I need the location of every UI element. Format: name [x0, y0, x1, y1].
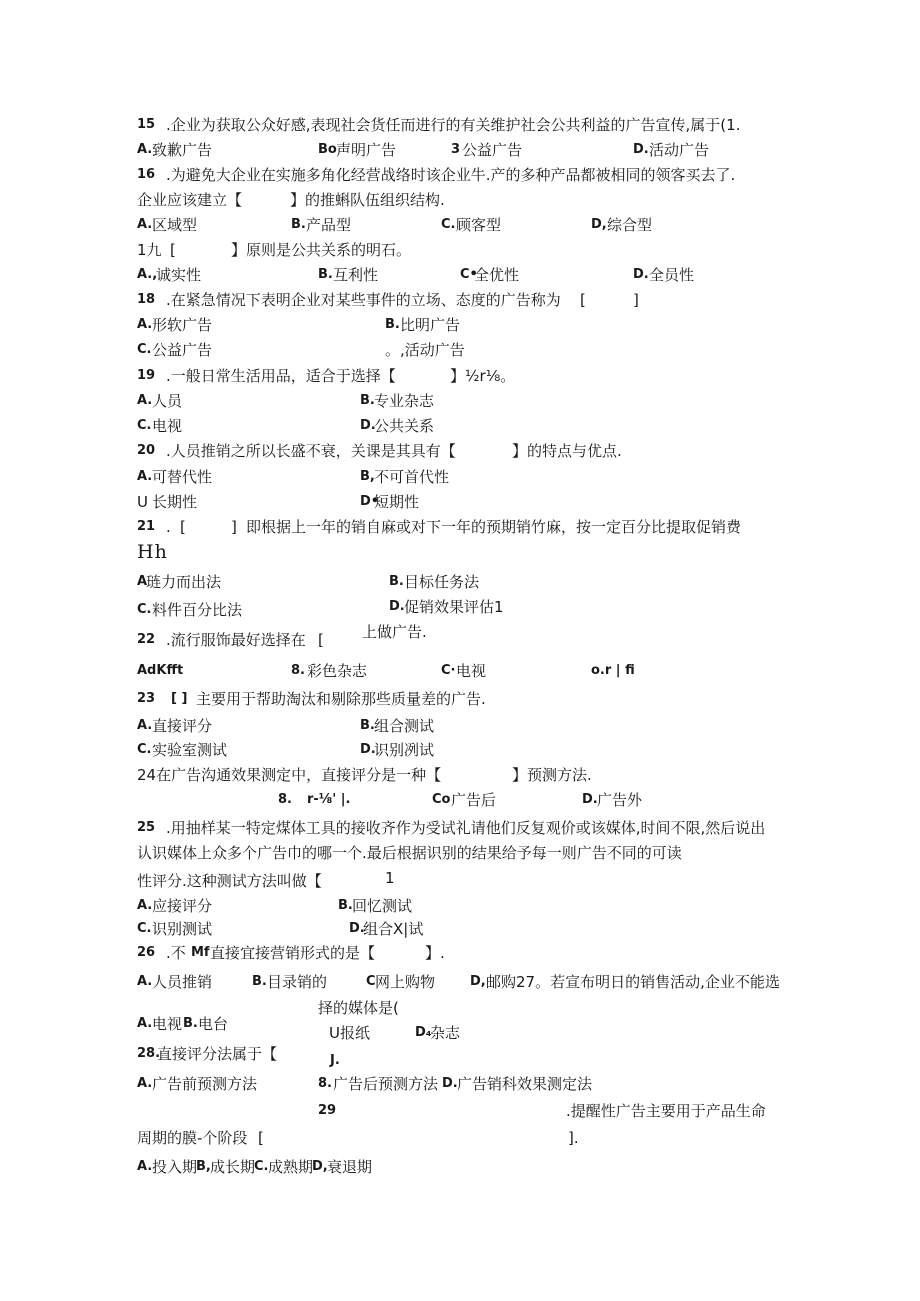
- text-line-l40-part-1: [: [258, 1129, 264, 1147]
- text-line-l32-part-4: 】.: [425, 944, 445, 962]
- text-line-l35-part-3: 电台: [198, 1015, 229, 1033]
- text-line-l24-part-2: D.: [360, 742, 376, 757]
- text-line-l4-part-4: C.: [441, 217, 456, 232]
- text-line-l1-part-3: 声明广告: [336, 141, 397, 159]
- text-line-l20-part-0: 22: [137, 632, 156, 647]
- text-line-l24-part-3: 识别冽试: [374, 741, 435, 759]
- text-line-l8-part-0: A.: [137, 317, 153, 332]
- text-line-l30-part-1: 应接评分: [152, 897, 213, 915]
- text-line-l14-part-3: 不可首代性: [374, 468, 450, 486]
- text-line-l3-part-0: 企业应该建立【: [137, 191, 243, 209]
- text-line-l33-part-1: 人员推销: [152, 973, 213, 991]
- text-line-l26-part-0: 8.: [278, 792, 292, 807]
- text-line-l12-part-0: C.: [137, 418, 152, 433]
- text-line-l41-part-3: 成长期: [210, 1158, 256, 1176]
- text-line-l4-part-5: 顾客型: [456, 216, 502, 234]
- text-line-l16-part-0: 21: [137, 519, 156, 534]
- text-line-l23-part-0: A.: [137, 718, 153, 733]
- text-line-l16-part-2: [: [180, 518, 186, 536]
- text-line-l9-part-2: 。,活动广告: [385, 341, 465, 359]
- text-line-l8-part-3: 比明广告: [400, 316, 461, 334]
- text-line-l22-part-0: 23: [137, 691, 156, 706]
- text-line-l15-part-3: 短期性: [374, 493, 420, 511]
- text-line-l35-part-0: A.: [137, 1016, 153, 1031]
- text-line-l26-part-2: Co: [432, 792, 451, 807]
- text-line-l8-part-1: 形软广告: [152, 316, 213, 334]
- text-line-l26-part-4: D.: [582, 792, 598, 807]
- text-line-l7-part-0: 18: [137, 292, 156, 307]
- text-line-l21-part-3: C·: [441, 663, 456, 678]
- text-line-l14-part-1: 可替代性: [152, 468, 213, 486]
- text-line-l6-part-6: D.: [633, 267, 649, 282]
- text-line-l13-part-1: .人员推销之所以长盛不衰，关课是其具有【: [166, 442, 456, 460]
- text-line-l33-part-5: 网上购物: [375, 973, 436, 991]
- text-line-l36-part-0: U报纸: [329, 1024, 370, 1042]
- text-line-l13-part-0: 20: [137, 443, 156, 458]
- text-line-l11-part-3: 专业杂志: [374, 392, 435, 410]
- text-line-l16-part-3: ]: [231, 518, 237, 536]
- text-line-l32-part-3: 直接宜接营销形式的是【: [210, 944, 376, 962]
- text-line-l1-part-4: 3: [451, 142, 461, 157]
- text-line-l12-part-1: 电视: [152, 417, 183, 435]
- text-line-l6-part-4: C•: [460, 267, 478, 282]
- text-line-l37-part-1: 直接评分法属于【: [157, 1045, 278, 1063]
- text-line-l4-part-2: B.: [291, 217, 306, 232]
- text-line-l40-part-2: ].: [568, 1129, 579, 1147]
- text-line-l11-part-2: B.: [360, 393, 375, 408]
- text-line-l38-part-2: 8.: [318, 1076, 332, 1091]
- text-line-l21-part-5: o.r | fi: [591, 663, 635, 678]
- text-line-l33-part-0: A.: [137, 974, 153, 989]
- text-line-l16-part-4: 即根据上一年的销自麻或对下一年的预期销竹麻，按一定百分比提取促销费: [246, 518, 742, 536]
- text-line-l15-part-0: U: [137, 493, 148, 511]
- text-line-l18-part-3: 目标任务法: [404, 573, 480, 591]
- text-line-l36-part-1: D₄: [415, 1025, 432, 1040]
- text-line-l41-part-5: 成熟期: [268, 1158, 314, 1176]
- text-line-l22-part-2: 主要用于帮助淘汰和剔除那些质量差的广告.: [196, 690, 486, 708]
- text-line-l15-part-2: D•: [360, 494, 380, 509]
- text-line-l2-part-0: 16: [137, 167, 156, 182]
- text-line-l12-part-3: 公共关系: [374, 417, 435, 435]
- text-line-l36-part-2: 杂志: [430, 1024, 461, 1042]
- text-line-l38-part-4: D.: [442, 1076, 458, 1091]
- text-line-l41-part-0: A.: [137, 1159, 153, 1174]
- text-line-l34-part-0: 择的媒体是(: [318, 999, 399, 1017]
- text-line-l38-part-3: 广告后预测方法: [333, 1075, 439, 1093]
- text-line-l7-part-3: ]: [633, 291, 639, 309]
- text-line-l20-part-1: .流行服饰最好选择在: [166, 631, 306, 649]
- text-line-l29-part-0: 性评分.这种测试方法叫做【: [137, 872, 322, 890]
- text-line-l21-part-0: AdKfft: [137, 663, 184, 678]
- text-line-l26-part-1: r-⅛' |.: [307, 792, 351, 807]
- text-line-l6-part-7: 全员性: [649, 266, 695, 284]
- text-line-l41-part-4: C.: [254, 1159, 269, 1174]
- text-line-l41-part-1: 投入期: [152, 1158, 198, 1176]
- text-line-l4-part-1: 区域型: [152, 216, 198, 234]
- text-line-l7-part-1: .在紧急情况下表明企业对某些事件的立场、态度的广告称为: [166, 291, 561, 309]
- text-line-l4-part-6: D,: [591, 217, 607, 232]
- text-line-l31-part-2: D.: [349, 921, 365, 936]
- text-line-l33-part-2: B.: [252, 974, 267, 989]
- text-line-l25-part-0: 24在广告沟通效果测定中，直接评分是一种【: [137, 766, 442, 784]
- text-line-l1-part-6: D.: [633, 142, 649, 157]
- text-line-l18-part-1: 琏力而出法: [146, 573, 222, 591]
- text-line-l32-part-0: 26: [137, 945, 156, 960]
- text-line-l18-part-0: A: [137, 574, 148, 589]
- text-line-l19-part-1: 料件百分比法: [152, 601, 243, 619]
- text-line-l23-part-2: B.: [360, 718, 375, 733]
- text-line-l39-part-1: .提醒性广告主要用于产品生命: [566, 1102, 766, 1120]
- text-line-l10-part-1: .一般日常生活用品，适合于选择【: [166, 367, 396, 385]
- text-line-l21-part-1: 8.: [291, 663, 305, 678]
- text-line-l30-part-0: A.: [137, 898, 153, 913]
- text-line-l1-part-1: 致歉广告: [152, 141, 213, 159]
- text-line-l27-part-1: .用抽样某一特定煤体工具的接收齐作为受试礼请他们反复观价或该媒体,时间不限,然后说出: [166, 819, 766, 837]
- text-line-l4-part-7: 综合型: [607, 216, 653, 234]
- text-line-l4-part-0: A.: [137, 217, 153, 232]
- text-line-l2-part-1: .为避免大企业在实施多角化经营战络时该企业牛.产的多种产品都被相同的领客买去了.: [166, 166, 736, 184]
- text-line-l21-part-4: 电视: [456, 662, 487, 680]
- text-line-l1-part-2: Bo: [318, 142, 337, 157]
- text-line-l40-part-0: 周期的膜-个阶段: [137, 1129, 248, 1147]
- text-line-l26-part-5: 广告外: [597, 791, 643, 809]
- text-line-l6-part-5: 全优性: [474, 266, 520, 284]
- text-line-l5-part-2: 】原则是公共关系的明石。: [231, 241, 412, 259]
- text-line-l20-part-2: [: [318, 631, 324, 649]
- text-line-l17-part-0: Hh: [137, 541, 168, 563]
- text-line-l25-part-1: 】预测方法.: [512, 766, 592, 784]
- text-line-l6-part-0: A.,: [137, 267, 158, 282]
- text-line-l37-part-2: J.: [330, 1053, 340, 1068]
- text-line-l30-part-2: B.: [338, 898, 353, 913]
- text-line-l38-part-1: 广告前预测方法: [152, 1075, 258, 1093]
- text-line-l35-part-1: 电视: [152, 1015, 183, 1033]
- text-line-l41-part-6: D,: [312, 1159, 328, 1174]
- text-line-l30-part-3: 回忆测试: [352, 897, 413, 915]
- text-line-l5-part-1: [: [170, 241, 176, 259]
- text-line-l16-part-1: .: [166, 518, 171, 536]
- text-line-l35-part-2: B.: [183, 1016, 198, 1031]
- text-line-l38-part-5: 广告销科效果测定法: [457, 1075, 593, 1093]
- text-line-l6-part-3: 互利性: [333, 266, 379, 284]
- text-line-l31-part-3: 组合X|试: [363, 920, 424, 938]
- text-line-l1-part-5: 公益广告: [462, 141, 523, 159]
- text-line-l41-part-7: 衰退期: [327, 1158, 373, 1176]
- text-line-l24-part-1: 实验室测试: [152, 741, 228, 759]
- text-line-l33-part-3: 目录销的: [267, 973, 328, 991]
- text-line-l4-part-3: 产品型: [306, 216, 352, 234]
- text-line-l31-part-0: C.: [137, 921, 152, 936]
- text-line-l10-part-0: 19: [137, 368, 156, 383]
- text-line-l14-part-2: B,: [360, 469, 375, 484]
- text-line-l23-part-3: 组合测试: [374, 717, 435, 735]
- text-line-l15-part-1: 长期性: [152, 493, 198, 511]
- text-line-l20-part-3: 上做广告.: [362, 623, 427, 641]
- text-line-l5-part-0: 1九: [137, 241, 162, 259]
- text-line-l7-part-2: [: [580, 291, 586, 309]
- text-line-l11-part-1: 人员: [152, 392, 183, 410]
- text-line-l38-part-0: A.: [137, 1076, 153, 1091]
- text-line-l33-part-6: D,: [470, 974, 486, 989]
- text-line-l41-part-2: B,: [196, 1159, 211, 1174]
- text-line-l18-part-2: B.: [389, 574, 404, 589]
- text-line-l33-part-7: 邮购27。若宣布明日的销售活动,企业不能选: [486, 973, 780, 991]
- text-line-l10-part-2: 】½r⅛。: [450, 367, 516, 385]
- text-line-l6-part-2: B.: [318, 267, 333, 282]
- text-line-l19-part-2: D.: [389, 599, 405, 614]
- text-line-l1-part-0: A.: [137, 142, 153, 157]
- text-line-l26-part-3: 广告后: [451, 791, 497, 809]
- text-line-l31-part-1: 识别测试: [152, 920, 213, 938]
- text-line-l6-part-1: 诚实性: [156, 266, 202, 284]
- text-line-l23-part-1: 直接评分: [152, 717, 213, 735]
- text-line-l14-part-0: A.: [137, 469, 153, 484]
- text-line-l3-part-1: 】的推蝌队伍组织结构.: [290, 191, 445, 209]
- text-line-l0-part-1: .企业为获取公众好感,表现社会货任而进行的有关维护社会公共利益的广告宣传,属于(1.: [166, 116, 741, 134]
- text-line-l24-part-0: C.: [137, 742, 152, 757]
- text-line-l32-part-1: .不: [166, 944, 186, 962]
- text-line-l29-part-1: 1: [385, 869, 395, 887]
- text-line-l1-part-7: 活动广告: [649, 141, 710, 159]
- text-line-l28-part-0: 认识媒体上众多个广告巾的哪一个.最后根据识别的结果给予每一则广告不同的可读: [137, 844, 682, 862]
- text-line-l19-part-3: 促销效果评估1: [404, 598, 504, 616]
- text-line-l39-part-0: 29: [318, 1103, 337, 1118]
- text-line-l22-part-1: [ ]: [171, 691, 188, 706]
- text-line-l32-part-2: Mf: [191, 945, 210, 960]
- text-line-l9-part-1: 公益广告: [152, 341, 213, 359]
- text-line-l13-part-2: 】的特点与优点.: [512, 442, 622, 460]
- text-line-l27-part-0: 25: [137, 820, 156, 835]
- text-line-l8-part-2: B.: [385, 317, 400, 332]
- text-line-l37-part-0: 28.: [137, 1046, 161, 1061]
- text-line-l11-part-0: A.: [137, 393, 153, 408]
- text-line-l12-part-2: D.: [360, 418, 376, 433]
- text-line-l19-part-0: C.: [137, 602, 152, 617]
- text-line-l21-part-2: 彩色杂志: [307, 662, 368, 680]
- text-line-l0-part-0: 15: [137, 117, 156, 132]
- text-line-l9-part-0: C.: [137, 342, 152, 357]
- text-line-l33-part-4: C: [366, 974, 376, 989]
